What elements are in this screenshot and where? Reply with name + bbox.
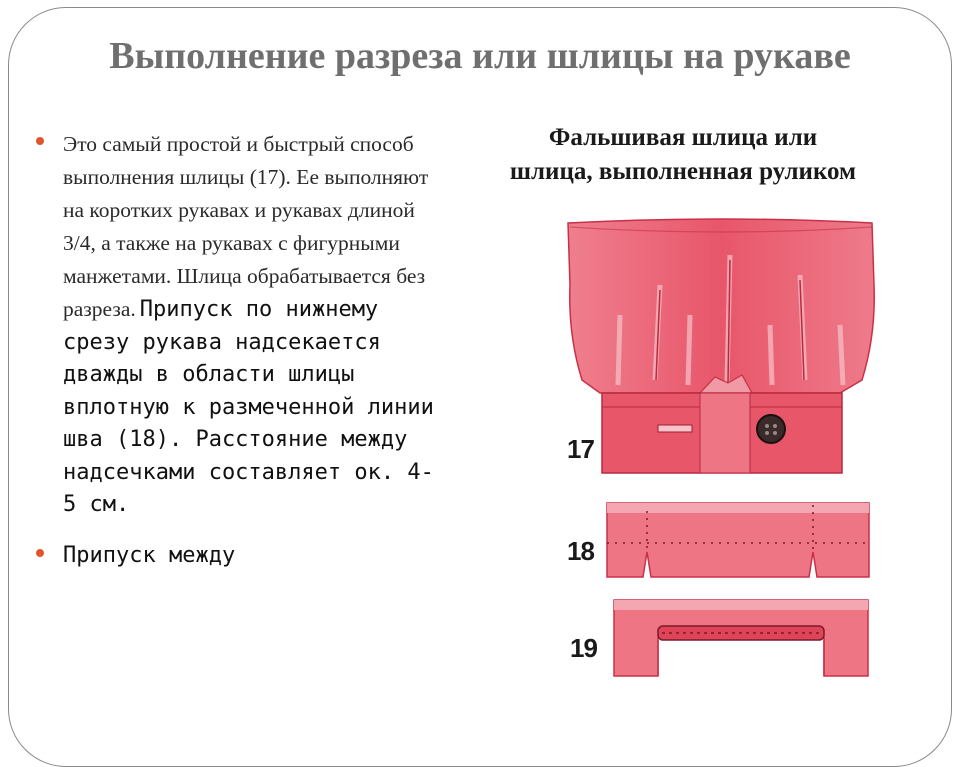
subtitle-line-1: Фальшивая шлица или [548, 124, 818, 151]
bullet-list [36, 128, 436, 572]
bullet-dot-icon [36, 137, 44, 145]
figure-18-label: 18 [567, 536, 594, 566]
bullet-item-1 [36, 128, 436, 522]
figure-17-label: 17 [567, 434, 594, 464]
subtitle-line-2: шлица, выполненная руликом [509, 158, 857, 185]
figure-19-roll-illustration [610, 596, 872, 680]
bullet-1-serif-text: Это самый простой и быстрый способ выполнения шлицы (17). Ее выполняют на коротких рукавах и рукавах длиной 3/4, а также на рукавах с фигурными манжетами. Шлица обрабатывается без разреза. [63, 132, 429, 321]
slide-title: Выполнение разреза или шлицы на рукаве [109, 35, 851, 77]
figure-19-label: 19 [570, 633, 597, 663]
bullet-2-mono-text: Припуск между [63, 542, 236, 568]
figure-18-notches-illustration [603, 497, 873, 582]
figure-subtitle [458, 121, 908, 189]
bullet-1-mono-text: Припуск по нижнему срезу рукава надсекается дважды в области шлицы вплотную к размеченной линии шва (18). Расстояние между надсечками составляет ок. 4-5 см. [63, 297, 434, 517]
bullet-item-2 [36, 540, 436, 573]
bullet-dot-icon [36, 549, 44, 557]
figure-17-sleeve-illustration [560, 215, 885, 485]
